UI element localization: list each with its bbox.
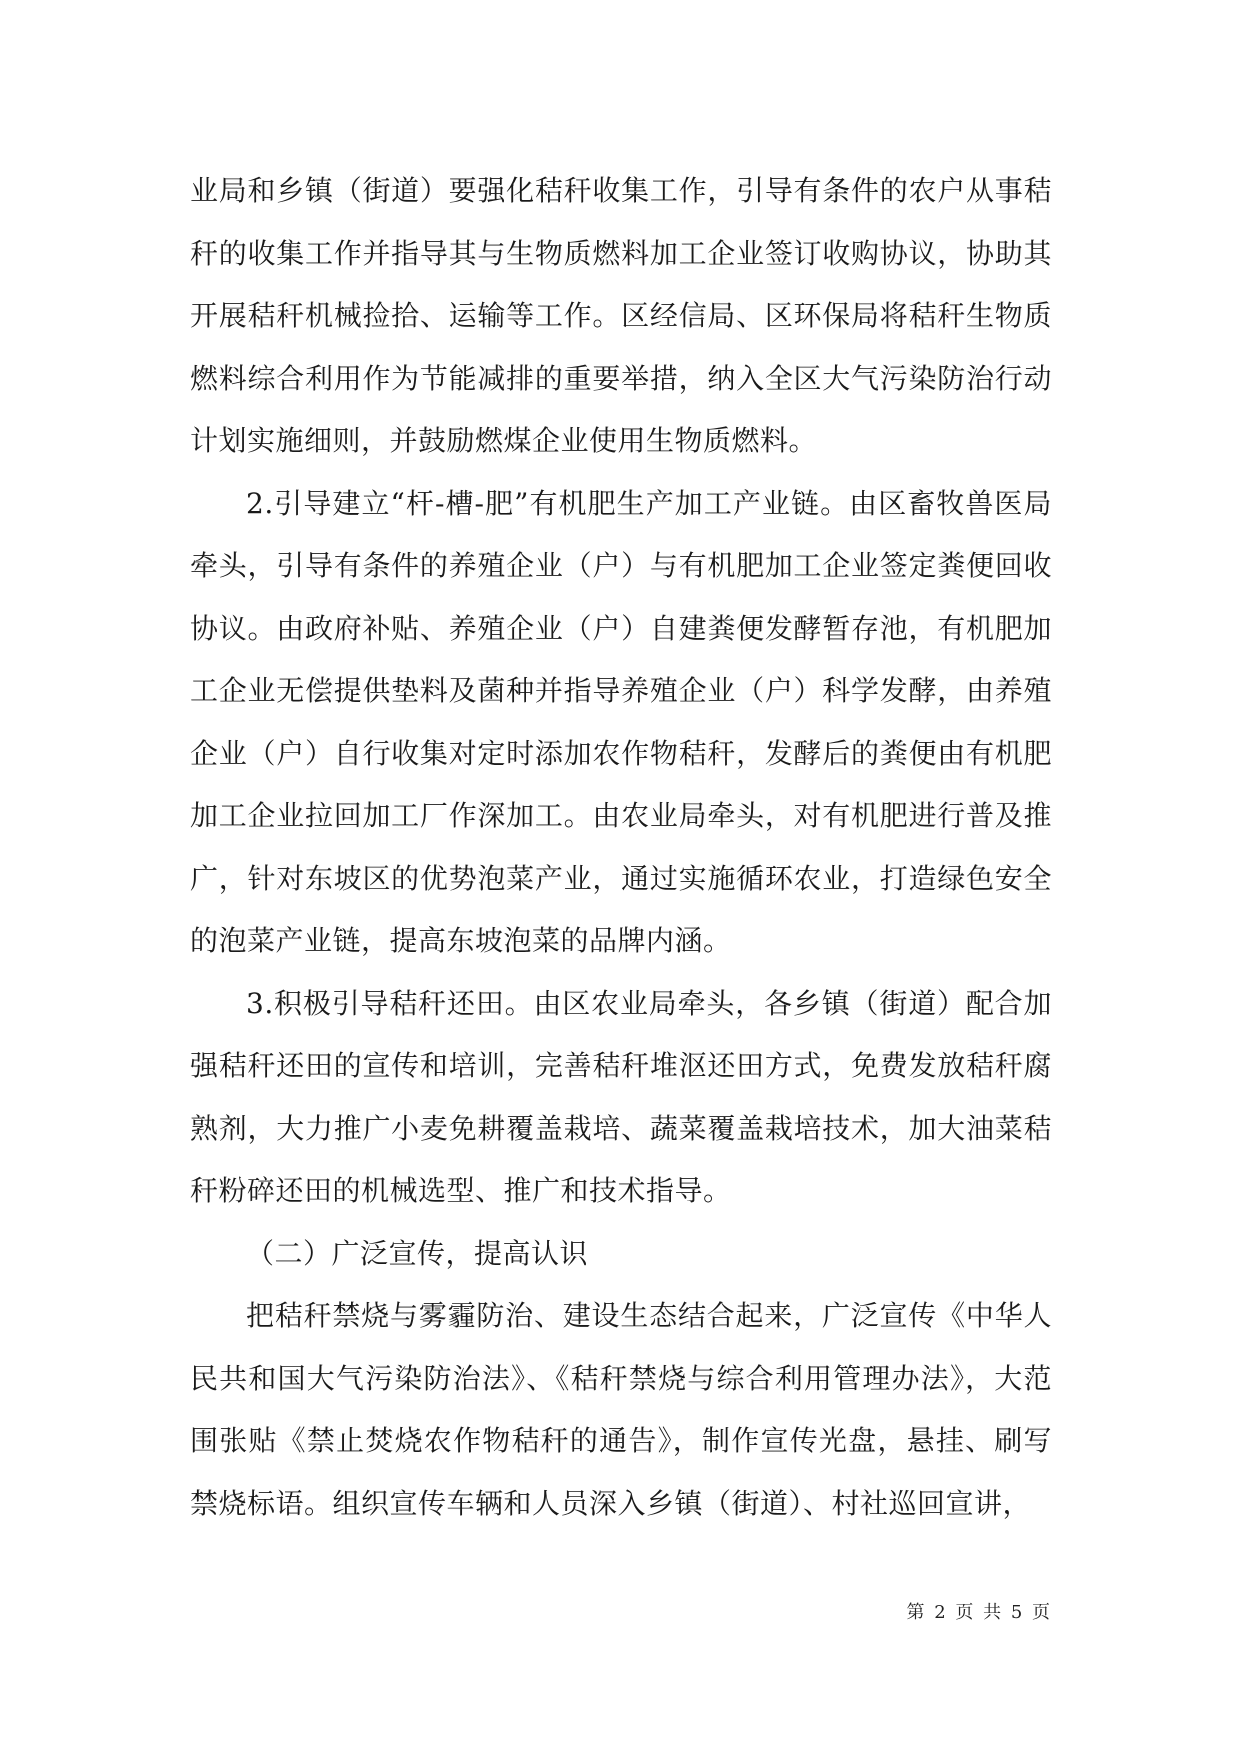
document-body: [190, 160, 1052, 1535]
paragraph-continuation: 业局和乡镇（街道）要强化秸秆收集工作，引导有条件的农户从事秸秆的收集工作并指导其与生物质燃料加工企业签订收购协议，协助其开展秸秆机械捡拾、运输等工作。区经信局、区环保局将秸秆生物质燃料综合利用作为节能减排的重要举措，纳入全区大气污染防治行动计划实施细则，并鼓励燃煤企业使用生物质燃料。: [190, 174, 1052, 457]
paragraph-item-3: 3.积极引导秸秆还田。由区农业局牵头，各乡镇（街道）配合加强秸秆还田的宣传和培训，完善秸秆堆沤还田方式，免费发放秸秆腐熟剂，大力推广小麦免耕覆盖栽培、蔬菜覆盖栽培技术，加大油菜秸秆粉碎还田的机械选型、推广和技术指导。: [190, 986, 1052, 1207]
section-heading: （二）广泛宣传，提高认识: [246, 1236, 589, 1270]
page-number-footer: 第 2 页 共 5 页: [906, 1602, 1052, 1623]
paragraph-item-2: 2.引导建立“杆-槽-肥”有机肥生产加工产业链。由区畜牧兽医局牵头，引导有条件的养殖企业（户）与有机肥加工企业签定粪便回收协议。由政府补贴、养殖企业（户）自建粪便发酵暂存池，有机肥加工企业无偿提供垫料及菌种并指导养殖企业（户）科学发酵，由养殖企业（户）自行收集对定时添加农作物秸秆，发酵后的粪便由有机肥加工企业拉回加工厂作深加工。由农业局牵头，对有机肥进行普及推广，针对东坡区的优势泡菜产业，通过实施循环农业，打造绿色安全的泡菜产业链，提高东坡泡菜的品牌内涵。: [190, 486, 1052, 957]
paragraph-publicity: 把秸秆禁烧与雾霾防治、建设生态结合起来，广泛宣传《中华人民共和国大气污染防治法》、《秸秆禁烧与综合利用管理办法》，大范围张贴《禁止焚烧农作物秸秆的通告》，制作宣传光盘，悬挂、刷写禁烧标语。组织宣传车辆和人员深入乡镇（街道）、村社巡回宣讲，: [190, 1299, 1052, 1520]
